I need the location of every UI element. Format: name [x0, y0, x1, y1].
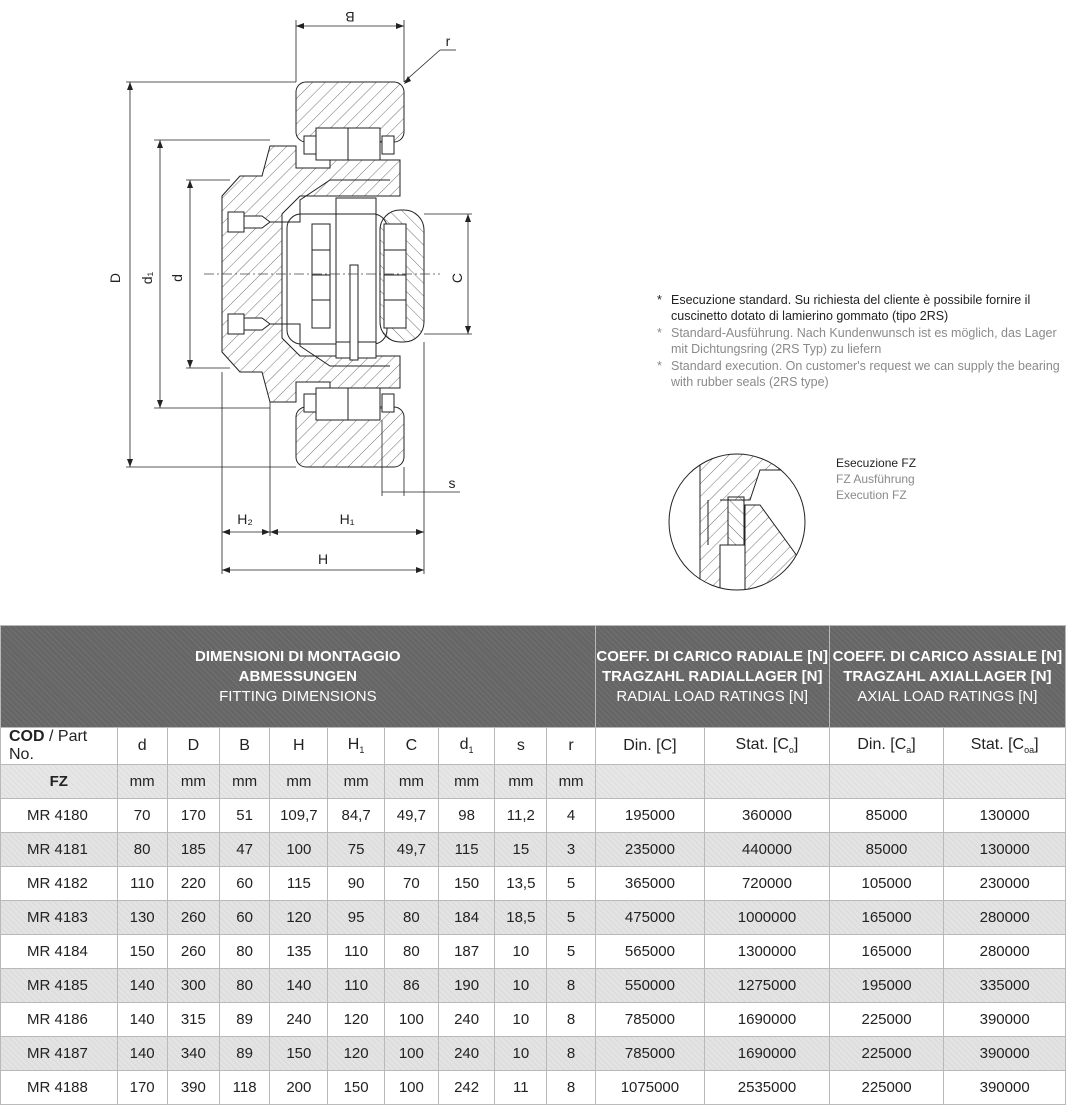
cell-stat-c: 440000: [705, 833, 830, 867]
cell-d1: 115: [438, 833, 494, 867]
table-group-header: [1, 626, 1066, 728]
cell-H1: 110: [328, 969, 384, 1003]
cell-C: 80: [384, 935, 438, 969]
cell-d: 150: [117, 935, 167, 969]
cell-B: 60: [219, 901, 269, 935]
note-german: [655, 325, 1065, 357]
cell-r: 5: [547, 935, 595, 969]
note-text-it: Esecuzione standard. Su richiesta del cliente è possibile fornire il cuscinetto dotato di lamierino gommato (tipo 2RS): [671, 293, 1031, 323]
fz-caption-de: FZ Ausführung: [836, 472, 915, 486]
cell-din-ca: 85000: [829, 799, 944, 833]
cell-C: 100: [384, 1071, 438, 1105]
cell-s: 11,2: [495, 799, 547, 833]
fz-caption-it: Esecuzione FZ: [836, 456, 917, 470]
cell-r: 3: [547, 833, 595, 867]
table-row: [1, 799, 1066, 833]
cell-D: 260: [167, 901, 219, 935]
note-text-de: Standard-Ausführung. Nach Kundenwunsch ist es möglich, das Lager mit Dichtungsring (2RS Typ) zu liefern: [671, 326, 1057, 356]
col-d1: $d_1$: [438, 728, 494, 765]
cell-stat-coa: 390000: [944, 1071, 1066, 1105]
cell-s: 10: [495, 1003, 547, 1037]
table-row: [1, 867, 1066, 901]
table-units-row: [1, 765, 1066, 799]
cell-d: 130: [117, 901, 167, 935]
cell-C: 49,7: [384, 833, 438, 867]
cell-din-ca: 225000: [829, 1037, 944, 1071]
dim-label-s: s: [448, 475, 456, 491]
cell-stat-coa: 280000: [944, 935, 1066, 969]
dim-label-D: D: [107, 272, 123, 284]
cell-s: 10: [495, 1037, 547, 1071]
cell-stat-coa: 390000: [944, 1003, 1066, 1037]
cell-din-ca: 225000: [829, 1071, 944, 1105]
cell-d1: 190: [438, 969, 494, 1003]
col-B: B: [219, 728, 269, 765]
cell-C: 80: [384, 901, 438, 935]
cell-D: 390: [167, 1071, 219, 1105]
cell-part-no: MR 4184: [1, 935, 118, 969]
cell-stat-c: 1000000: [705, 901, 830, 935]
cell-stat-coa: 335000: [944, 969, 1066, 1003]
cell-H: 120: [270, 901, 328, 935]
table-row: [1, 901, 1066, 935]
note-italian: [655, 292, 1065, 324]
cell-D: 170: [167, 799, 219, 833]
table-body: [1, 799, 1066, 1105]
fz-caption-en: Execution FZ: [836, 488, 907, 502]
cell-H: 109,7: [270, 799, 328, 833]
cell-B: 80: [219, 935, 269, 969]
cell-r: 8: [547, 1037, 595, 1071]
cell-stat-coa: 390000: [944, 1037, 1066, 1071]
note-marker: *: [657, 326, 662, 340]
cell-H: 240: [270, 1003, 328, 1037]
cell-B: 80: [219, 969, 269, 1003]
cell-B: 89: [219, 1003, 269, 1037]
cell-H: 200: [270, 1071, 328, 1105]
cell-d: 170: [117, 1071, 167, 1105]
fz-detail-view: [660, 450, 810, 600]
cell-H1: 95: [328, 901, 384, 935]
dim-label-C: C: [449, 272, 465, 284]
unit-empty: [595, 765, 705, 799]
cell-d1: 242: [438, 1071, 494, 1105]
cell-din-c: 475000: [595, 901, 705, 935]
cell-B: 118: [219, 1071, 269, 1105]
axial-load-header: COEFF. DI CARICO ASSIALE [N] TRAGZAHL AXIALLAGER [N] AXIAL LOAD RATINGS [N]: [829, 626, 1065, 728]
unit-mm: mm: [495, 765, 547, 799]
note-marker: *: [657, 293, 662, 307]
cell-stat-coa: 280000: [944, 901, 1066, 935]
col-din-ca: Din. $[C_a]$: [829, 728, 944, 765]
cell-C: 100: [384, 1037, 438, 1071]
unit-mm: mm: [219, 765, 269, 799]
execution-notes: [655, 292, 1065, 391]
cell-din-ca: 225000: [829, 1003, 944, 1037]
cell-H1: 90: [328, 867, 384, 901]
cell-d: 140: [117, 1037, 167, 1071]
cell-D: 185: [167, 833, 219, 867]
cell-stat-c: 1690000: [705, 1003, 830, 1037]
cell-r: 8: [547, 969, 595, 1003]
cell-d: 70: [117, 799, 167, 833]
cell-d1: 240: [438, 1037, 494, 1071]
unit-mm: mm: [384, 765, 438, 799]
note-text-en: Standard execution. On customer's request we can supply the bearing with rubber seals (2RS type): [671, 359, 1060, 389]
cell-part-no: MR 4186: [1, 1003, 118, 1037]
fz-caption: [836, 455, 916, 503]
cell-s: 13,5: [495, 867, 547, 901]
table-row: [1, 1003, 1066, 1037]
table-column-header: [1, 728, 1066, 765]
fitting-dimensions-header: DIMENSIONI DI MONTAGGIO ABMESSUNGEN FITTING DIMENSIONS: [1, 626, 596, 728]
cell-din-c: 550000: [595, 969, 705, 1003]
cell-part-no: MR 4180: [1, 799, 118, 833]
cell-din-ca: 85000: [829, 833, 944, 867]
cell-D: 300: [167, 969, 219, 1003]
bearing-spec-table: [0, 625, 1066, 1105]
unit-mm: mm: [167, 765, 219, 799]
col-r: r: [547, 728, 595, 765]
cell-s: 15: [495, 833, 547, 867]
cell-d1: 187: [438, 935, 494, 969]
dim-label-d1: d₁: [139, 271, 155, 285]
cell-din-c: 195000: [595, 799, 705, 833]
col-s: s: [495, 728, 547, 765]
cell-H1: 120: [328, 1037, 384, 1071]
cell-part-no: MR 4187: [1, 1037, 118, 1071]
col-C: C: [384, 728, 438, 765]
dim-label-B: B: [345, 9, 355, 25]
cell-part-no: MR 4182: [1, 867, 118, 901]
radial-load-header: COEFF. DI CARICO RADIALE [N] TRAGZAHL RADIALLAGER [N] RADIAL LOAD RATINGS [N]: [595, 626, 829, 728]
cell-din-c: 565000: [595, 935, 705, 969]
cell-din-ca: 165000: [829, 935, 944, 969]
cell-din-c: 785000: [595, 1037, 705, 1071]
cell-r: 8: [547, 1003, 595, 1037]
cell-H1: 150: [328, 1071, 384, 1105]
cell-d: 110: [117, 867, 167, 901]
dim-label-r: r: [445, 33, 451, 49]
col-H1: $H_1$: [328, 728, 384, 765]
cell-C: 70: [384, 867, 438, 901]
cell-stat-coa: 230000: [944, 867, 1066, 901]
cell-din-c: 785000: [595, 1003, 705, 1037]
col-stat-c: Stat. $[C_o]$: [705, 728, 830, 765]
table-row: [1, 935, 1066, 969]
cell-stat-c: 1300000: [705, 935, 830, 969]
cell-C: 49,7: [384, 799, 438, 833]
cell-stat-c: 2535000: [705, 1071, 830, 1105]
cell-d: 80: [117, 833, 167, 867]
cell-part-no: MR 4181: [1, 833, 118, 867]
cell-D: 220: [167, 867, 219, 901]
cell-part-no: MR 4188: [1, 1071, 118, 1105]
col-stat-coa: Stat. $[C_{oa}]$: [944, 728, 1066, 765]
cell-D: 260: [167, 935, 219, 969]
cell-H: 140: [270, 969, 328, 1003]
cell-s: 11: [495, 1071, 547, 1105]
col-din-c: Din. [C]: [595, 728, 705, 765]
cell-din-ca: 165000: [829, 901, 944, 935]
col-H: H: [270, 728, 328, 765]
cell-r: 8: [547, 1071, 595, 1105]
cell-H: 135: [270, 935, 328, 969]
note-english: [655, 358, 1065, 390]
cell-d: 140: [117, 1003, 167, 1037]
unit-mm: mm: [117, 765, 167, 799]
cell-H: 100: [270, 833, 328, 867]
cell-din-c: 235000: [595, 833, 705, 867]
unit-mm: mm: [270, 765, 328, 799]
unit-empty: [829, 765, 944, 799]
unit-mm: mm: [547, 765, 595, 799]
cell-d: 140: [117, 969, 167, 1003]
cell-stat-coa: 130000: [944, 799, 1066, 833]
cell-d1: 98: [438, 799, 494, 833]
table-row: [1, 1071, 1066, 1105]
cell-stat-c: 720000: [705, 867, 830, 901]
cell-stat-c: 360000: [705, 799, 830, 833]
dim-label-H1: H₁: [339, 511, 355, 527]
cell-r: 5: [547, 901, 595, 935]
cell-din-ca: 105000: [829, 867, 944, 901]
cell-din-c: 1075000: [595, 1071, 705, 1105]
cell-s: 10: [495, 935, 547, 969]
table-row: [1, 969, 1066, 1003]
cell-C: 100: [384, 1003, 438, 1037]
unit-empty: [705, 765, 830, 799]
unit-empty: [944, 765, 1066, 799]
cell-H1: 75: [328, 833, 384, 867]
cell-D: 340: [167, 1037, 219, 1071]
cell-B: 89: [219, 1037, 269, 1071]
cell-stat-coa: 130000: [944, 833, 1066, 867]
cell-stat-c: 1690000: [705, 1037, 830, 1071]
table-row: [1, 1037, 1066, 1071]
cell-H: 150: [270, 1037, 328, 1071]
cell-din-c: 365000: [595, 867, 705, 901]
cell-d1: 184: [438, 901, 494, 935]
unit-mm: mm: [438, 765, 494, 799]
cell-part-no: MR 4185: [1, 969, 118, 1003]
cell-d1: 150: [438, 867, 494, 901]
cell-C: 86: [384, 969, 438, 1003]
col-D: D: [167, 728, 219, 765]
cell-H1: 84,7: [328, 799, 384, 833]
cell-H1: 120: [328, 1003, 384, 1037]
col-d: d: [117, 728, 167, 765]
cell-D: 315: [167, 1003, 219, 1037]
cell-H: 115: [270, 867, 328, 901]
cell-H1: 110: [328, 935, 384, 969]
unit-mm: mm: [328, 765, 384, 799]
note-marker: *: [657, 359, 662, 373]
col-cod: COD / Part No.: [1, 728, 118, 765]
cell-part-no: MR 4183: [1, 901, 118, 935]
cell-B: 60: [219, 867, 269, 901]
cell-B: 47: [219, 833, 269, 867]
dim-label-H: H: [317, 551, 329, 567]
cell-stat-c: 1275000: [705, 969, 830, 1003]
cell-B: 51: [219, 799, 269, 833]
cell-s: 18,5: [495, 901, 547, 935]
dim-label-H2: H₂: [237, 511, 253, 527]
units-fz: FZ: [1, 765, 118, 799]
cell-d1: 240: [438, 1003, 494, 1037]
cell-r: 4: [547, 799, 595, 833]
cell-s: 10: [495, 969, 547, 1003]
cell-r: 5: [547, 867, 595, 901]
table-row: [1, 833, 1066, 867]
cell-din-ca: 195000: [829, 969, 944, 1003]
dim-label-d: d: [169, 274, 185, 282]
